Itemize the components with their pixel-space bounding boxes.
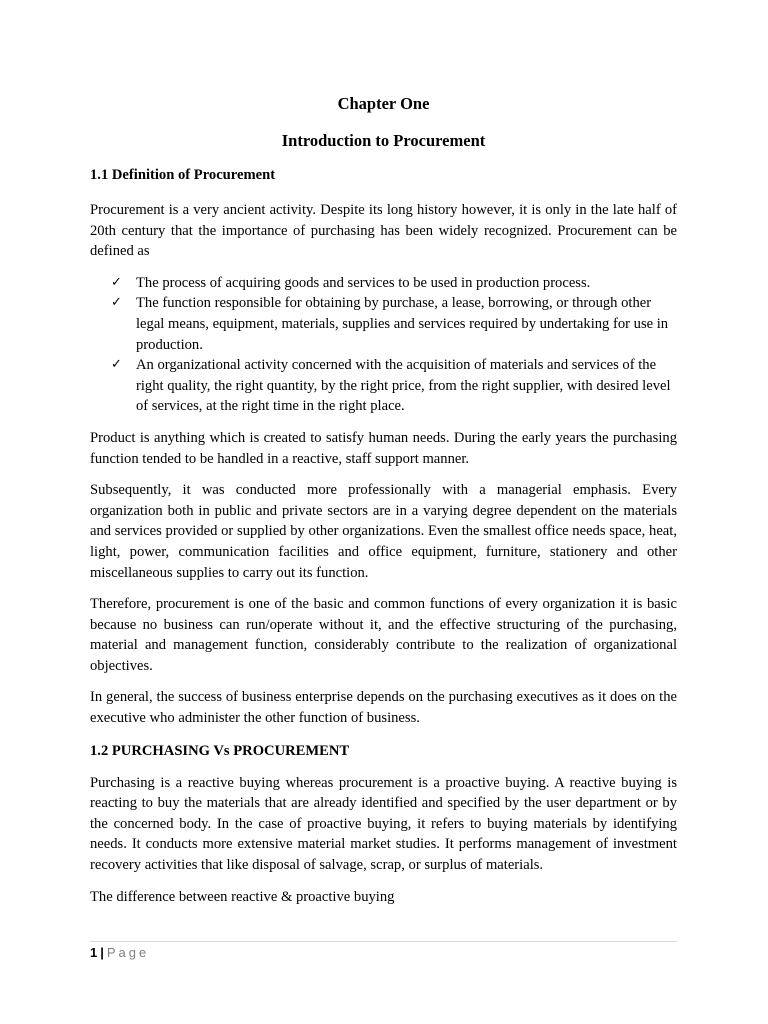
intro-paragraph: Procurement is a very ancient activity. Despite its long history however, it is only in the late half of 20th century that the importance of purchasing has been widely recognized. Procurement can be defined as [90,202,677,260]
paragraph: Therefore, procurement is one of the basic and common functions of every organization it is basic because no business can run/operate without it, and the effective structuring of the purchasing, material and management function, considerably contribute to the realization of organizational objectives. [90,596,677,674]
list-item [90,273,677,294]
section-heading-1-2: 1.2 PURCHASING Vs PROCUREMENT [90,742,350,759]
page-footer [90,941,677,962]
section-heading-1-1: 1.1 Definition of Procurement [90,167,276,183]
checkmark-icon: ✓ [111,357,122,373]
list-item-text: The function responsible for obtaining by purchase, a lease, borrowing, or through other legal means, equipment, materials, supplies and services required by undertaking for use in production. [136,295,669,353]
paragraph: In general, the success of business enterprise depends on the purchasing executives as it does on the executive who administer the other function of business. [90,689,677,727]
paragraph: Product is anything which is created to satisfy human needs. During the early years the purchasing function tended to be handled in a reactive, staff support manner. [90,429,677,467]
list-item-text: The process of acquiring goods and services to be used in production process. [136,274,591,291]
list-item-text: An organizational activity concerned with the acquisition of materials and services of the right quality, the right quantity, by the right price, from the right supplier, with desired level of services, at the right time in the right place. [136,357,671,415]
paragraph: The difference between reactive & proactive buying [90,888,395,905]
footer-separator: | [100,945,104,960]
checkmark-icon: ✓ [111,295,122,311]
chapter-title: Introduction to Procurement [281,131,486,150]
paragraph: Purchasing is a reactive buying whereas procurement is a proactive buying. A reactive buying is reacting to buy the materials that are already identified and specified by the user department or by the concerned body. In the case of proactive buying, it refers to buying materials by identifying needs. It conducts more extensive material market studies. It performs management of investment recovery activities that like disposal of salvage, scrap, or surplus of materials. [90,774,677,874]
page-number: 1 [90,945,98,960]
checkmark-icon: ✓ [111,274,122,290]
page-label: Page [106,945,150,960]
definition-list [90,273,677,417]
list-item [90,355,677,417]
page-content [90,92,677,907]
chapter-label: Chapter One [337,94,430,113]
list-item [90,293,677,355]
paragraph: Subsequently, it was conducted more professionally with a managerial emphasis. Every organization both in public and private sectors are in a varying degree dependent on the materials and services provided or supplied by other organizations. Even the smallest office needs space, heat, light, power, communication facilities and office equipment, furniture, stationery and other miscellaneous supplies to carry out its function. [90,482,677,581]
